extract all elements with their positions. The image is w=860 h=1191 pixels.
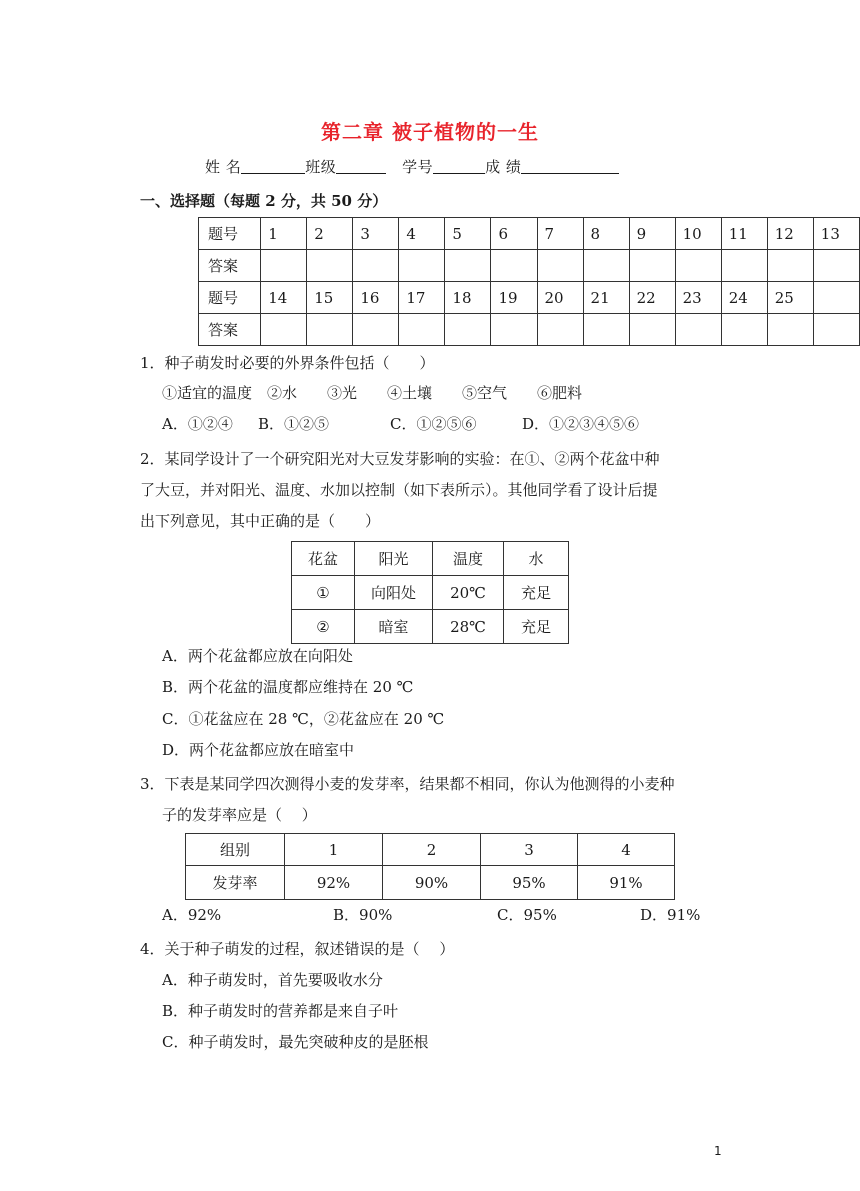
answer-cell[interactable] [307, 250, 353, 282]
question-2-option-b[interactable]: B．两个花盆的温度都应维持在 20 ℃ [162, 678, 414, 696]
answer-cell[interactable] [537, 250, 583, 282]
grid-number: 10 [675, 218, 721, 250]
answer-cell[interactable] [353, 314, 399, 346]
question-2-option-a[interactable]: A．两个花盆都应放在向阳处 [162, 647, 353, 665]
grid-number: 13 [813, 218, 859, 250]
answer-grid [198, 217, 860, 346]
answer-cell[interactable] [583, 250, 629, 282]
question-3-option-b[interactable]: B．90% [333, 906, 393, 924]
table-cell: 向阳处 [355, 576, 433, 610]
answer-cell[interactable] [767, 314, 813, 346]
question-2-stem-line-3: 出下列意见，其中正确的是（ ） [140, 512, 381, 530]
question-2-option-c[interactable]: C．①花盆应在 28 ℃，②花盆应在 20 ℃ [162, 710, 445, 728]
grid-number: 8 [583, 218, 629, 250]
question-4-option-b[interactable]: B．种子萌发时的营养都是来自子叶 [162, 1002, 399, 1020]
table-header: 4 [578, 834, 675, 866]
grid-number: 11 [721, 218, 767, 250]
answer-cell[interactable] [491, 250, 537, 282]
question-1-option-b[interactable]: B．①②⑤ [258, 415, 330, 433]
grid-number: 9 [629, 218, 675, 250]
grid-number: 21 [583, 282, 629, 314]
table-header: 2 [383, 834, 481, 866]
student-info-line [205, 156, 619, 177]
table-header: 温度 [433, 542, 504, 576]
name-label: 姓 名 [205, 158, 242, 176]
grid-label-question: 题号 [199, 282, 261, 314]
table-cell: 92% [285, 866, 383, 900]
question-2-table [291, 541, 569, 644]
answer-cell[interactable] [813, 250, 859, 282]
question-4-stem: 4．关于种子萌发的过程，叙述错误的是（ ） [140, 940, 455, 958]
grid-number: 20 [537, 282, 583, 314]
grid-number: 15 [307, 282, 353, 314]
answer-cell[interactable] [399, 250, 445, 282]
table-cell: 95% [481, 866, 578, 900]
page-number: 1 [714, 1144, 722, 1158]
table-header: 阳光 [355, 542, 433, 576]
section-heading: 一、选择题（每题 2 分，共 50 分） [140, 192, 388, 210]
answer-cell[interactable] [261, 250, 307, 282]
table-cell: 发芽率 [186, 866, 285, 900]
question-4-option-a[interactable]: A．种子萌发时，首先要吸收水分 [162, 971, 383, 989]
answer-cell[interactable] [445, 250, 491, 282]
answer-cell[interactable] [491, 314, 537, 346]
answer-cell[interactable] [307, 314, 353, 346]
grid-number: 17 [399, 282, 445, 314]
table-cell: 20℃ [433, 576, 504, 610]
question-2-stem-line-1: 2．某同学设计了一个研究阳光对大豆发芽影响的实验：在①、②两个花盆中种 [140, 450, 660, 468]
table-header: 花盆 [292, 542, 355, 576]
table-header: 3 [481, 834, 578, 866]
grid-number: 12 [767, 218, 813, 250]
question-4-option-c[interactable]: C．种子萌发时，最先突破种皮的是胚根 [162, 1033, 429, 1051]
grid-number: 22 [629, 282, 675, 314]
question-1-conditions: ①适宜的温度 ②水 ③光 ④土壤 ⑤空气 ⑥肥料 [162, 384, 583, 402]
answer-grid-row-question-2 [199, 282, 860, 314]
grid-number: 2 [307, 218, 353, 250]
table-header-row [292, 542, 569, 576]
table-header: 水 [504, 542, 569, 576]
table-cell: 90% [383, 866, 481, 900]
answer-cell[interactable] [399, 314, 445, 346]
question-1-option-d[interactable]: D．①②③④⑤⑥ [522, 415, 640, 433]
table-cell: 暗室 [355, 610, 433, 644]
answer-cell[interactable] [767, 250, 813, 282]
grid-number: 1 [261, 218, 307, 250]
answer-grid-row-answer-1 [199, 250, 860, 282]
answer-grid-row-answer-2 [199, 314, 860, 346]
grid-number [813, 282, 859, 314]
question-1-option-c[interactable]: C．①②⑤⑥ [390, 415, 477, 433]
table-row [292, 576, 569, 610]
grid-number: 23 [675, 282, 721, 314]
table-cell: 充足 [504, 610, 569, 644]
table-cell: 充足 [504, 576, 569, 610]
table-header: 组别 [186, 834, 285, 866]
question-3-option-d[interactable]: D．91% [640, 906, 701, 924]
question-1-option-a[interactable]: A．①②④ [162, 415, 233, 433]
grid-number: 16 [353, 282, 399, 314]
answer-cell[interactable] [537, 314, 583, 346]
table-cell: 28℃ [433, 610, 504, 644]
answer-cell[interactable] [353, 250, 399, 282]
answer-cell[interactable] [721, 250, 767, 282]
question-2-stem-line-2: 了大豆，并对阳光、温度、水加以控制（如下表所示）。其他同学看了设计后提 [140, 481, 658, 499]
score-label: 成 绩 [485, 158, 522, 176]
name-blank[interactable] [241, 158, 305, 174]
number-blank[interactable] [433, 158, 485, 174]
table-row [186, 866, 675, 900]
question-3-stem-line-1: 3．下表是某同学四次测得小麦的发芽率，结果都不相同，你认为他测得的小麦种 [140, 775, 675, 793]
question-3-option-a[interactable]: A．92% [162, 906, 222, 924]
answer-cell[interactable] [261, 314, 307, 346]
page-title: 第二章 被子植物的一生 [321, 120, 539, 144]
grid-number: 24 [721, 282, 767, 314]
table-cell: ② [292, 610, 355, 644]
answer-cell[interactable] [445, 314, 491, 346]
answer-cell[interactable] [721, 314, 767, 346]
answer-cell[interactable] [675, 314, 721, 346]
grid-number: 4 [399, 218, 445, 250]
answer-cell[interactable] [675, 250, 721, 282]
table-row [292, 610, 569, 644]
question-2-option-d[interactable]: D．两个花盆都应放在暗室中 [162, 741, 355, 759]
table-cell: ① [292, 576, 355, 610]
grid-number: 14 [261, 282, 307, 314]
answer-cell[interactable] [629, 250, 675, 282]
grid-label-answer: 答案 [199, 314, 261, 346]
question-1-stem: 1．种子萌发时必要的外界条件包括（ ） [140, 354, 435, 372]
answer-cell[interactable] [629, 314, 675, 346]
question-3-option-c[interactable]: C．95% [497, 906, 557, 924]
grid-label-answer: 答案 [199, 250, 261, 282]
table-header-row [186, 834, 675, 866]
grid-number: 6 [491, 218, 537, 250]
grid-number: 3 [353, 218, 399, 250]
class-label: 班级 [305, 158, 337, 176]
answer-cell[interactable] [813, 314, 859, 346]
table-header: 1 [285, 834, 383, 866]
table-cell: 91% [578, 866, 675, 900]
class-blank[interactable] [336, 158, 386, 174]
grid-number: 19 [491, 282, 537, 314]
number-label: 学号 [402, 158, 434, 176]
score-blank[interactable] [521, 158, 619, 174]
grid-number: 25 [767, 282, 813, 314]
question-3-stem-line-2: 子的发芽率应是（ ） [162, 806, 317, 824]
answer-grid-row-question-1 [199, 218, 860, 250]
grid-label-question: 题号 [199, 218, 261, 250]
question-3-table [185, 833, 675, 900]
answer-cell[interactable] [583, 314, 629, 346]
grid-number: 5 [445, 218, 491, 250]
grid-number: 7 [537, 218, 583, 250]
grid-number: 18 [445, 282, 491, 314]
